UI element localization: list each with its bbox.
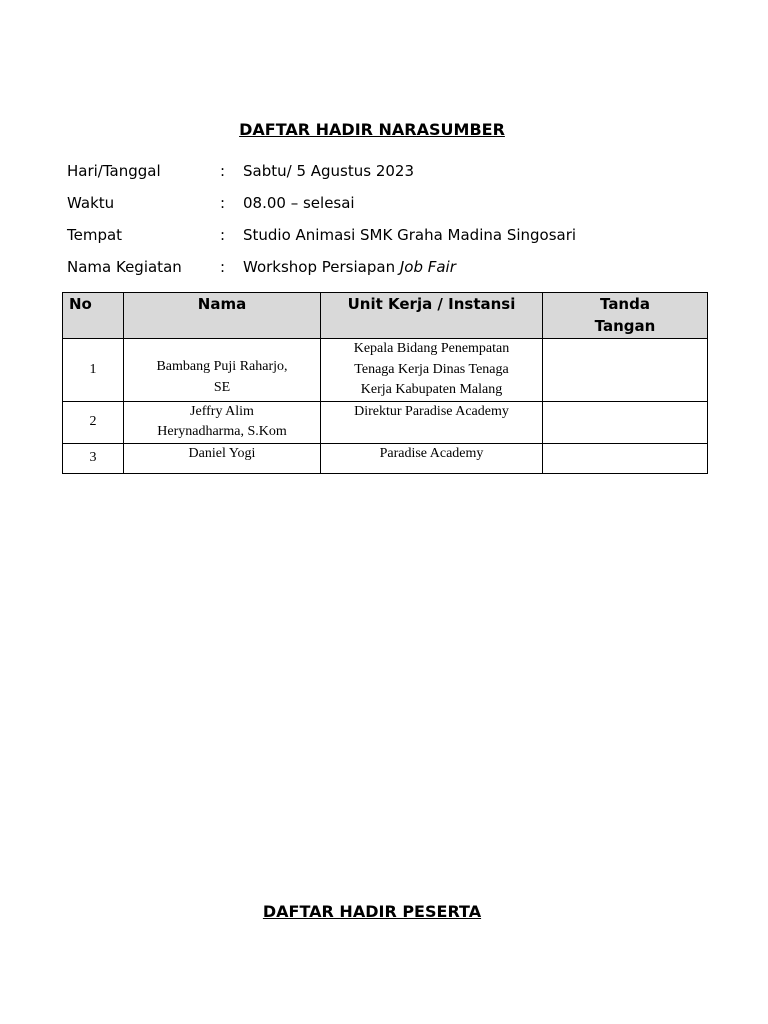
cell-unit — [321, 339, 543, 402]
table-header-row — [63, 293, 708, 339]
info-value-italic: Job Fair — [399, 258, 456, 276]
cell-no: 1 — [63, 339, 124, 402]
cell-no: 2 — [63, 401, 124, 443]
cell-line: Tenaga Kerja Dinas Tenaga — [354, 361, 509, 377]
cell-line: Bambang Puji Raharjo, — [156, 359, 288, 374]
cell-line: SE — [213, 379, 231, 395]
header-nama: Nama — [124, 293, 321, 339]
info-value: 08.00 – selesai — [243, 194, 355, 212]
header-ttd-line: Tangan — [594, 317, 656, 335]
attendance-table — [62, 292, 708, 474]
info-colon: : — [220, 258, 226, 276]
info-value: Sabtu/ 5 Agustus 2023 — [243, 162, 415, 180]
cell-signature[interactable] — [543, 339, 708, 402]
section-title: DAFTAR HADIR PESERTA — [262, 902, 482, 921]
cell-line: Daniel Yogi — [188, 445, 256, 461]
info-label: Tempat — [67, 226, 123, 244]
info-value — [243, 257, 456, 277]
header-tanda-tangan — [543, 293, 708, 339]
cell-line: Herynadharma, S.Kom — [157, 424, 287, 439]
cell-line: Jeffry Alim — [190, 403, 254, 419]
header-ttd-line: Tanda — [600, 295, 650, 313]
cell-no: 3 — [63, 443, 124, 473]
info-label: Nama Kegiatan — [67, 258, 182, 276]
info-label: Hari/Tanggal — [67, 162, 161, 180]
table-row — [63, 443, 708, 473]
cell-nama — [124, 443, 321, 473]
cell-line: Direktur Paradise Academy — [354, 403, 509, 419]
info-colon: : — [220, 162, 226, 180]
info-label: Waktu — [67, 194, 115, 212]
cell-line: Kerja Kabupaten Malang — [360, 382, 503, 397]
cell-nama — [124, 339, 321, 402]
cell-unit — [321, 401, 543, 443]
cell-signature[interactable] — [543, 443, 708, 473]
header-no: No — [63, 293, 124, 339]
info-value: Studio Animasi SMK Graha Madina Singosari — [243, 226, 577, 244]
info-colon: : — [220, 194, 226, 212]
info-colon: : — [220, 226, 226, 244]
header-unit: Unit Kerja / Instansi — [321, 293, 543, 339]
info-value-text: Workshop Persiapan — [243, 258, 400, 276]
page-title: DAFTAR HADIR NARASUMBER — [239, 120, 505, 139]
table-row — [63, 401, 708, 443]
cell-signature[interactable] — [543, 401, 708, 443]
table-row — [63, 339, 708, 402]
cell-unit — [321, 443, 543, 473]
cell-line: Kepala Bidang Penempatan — [353, 341, 510, 356]
cell-nama — [124, 401, 321, 443]
cell-line: Paradise Academy — [379, 445, 484, 461]
